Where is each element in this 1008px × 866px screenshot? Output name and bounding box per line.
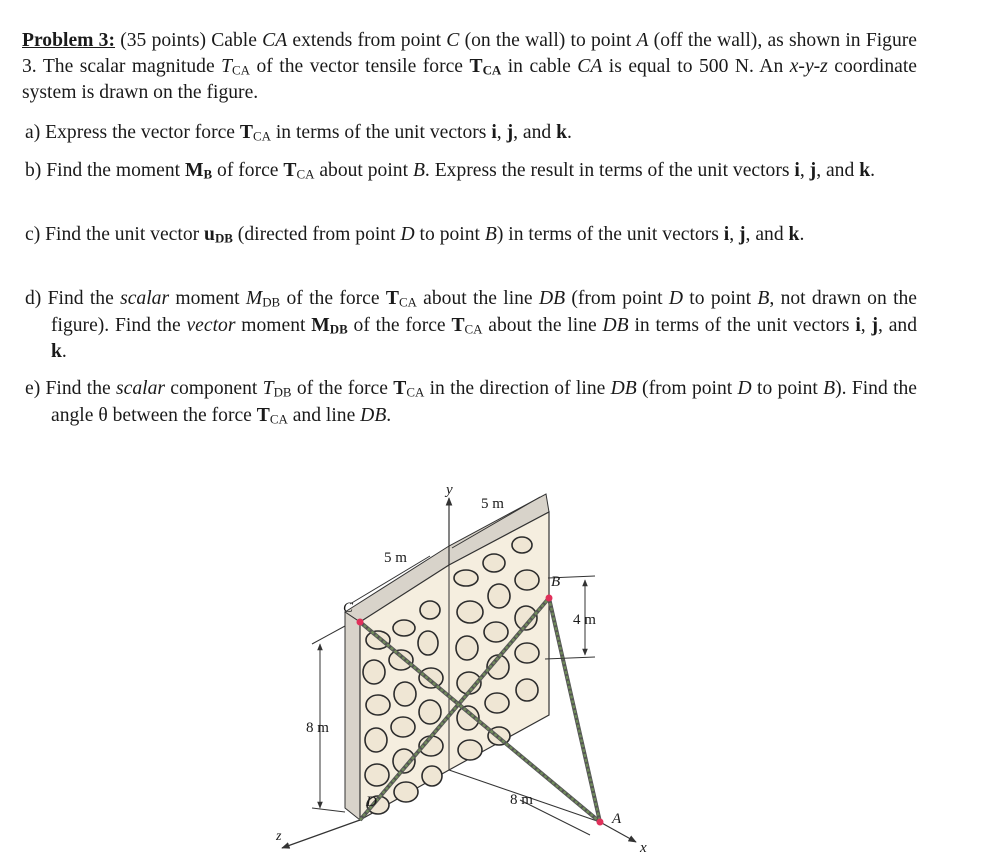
text: in the direction of line bbox=[424, 378, 611, 399]
text: and line bbox=[287, 404, 361, 426]
part-label: c) bbox=[25, 224, 41, 245]
text: to point bbox=[683, 288, 758, 309]
vector-u: u bbox=[204, 224, 215, 245]
part-label: e) bbox=[25, 378, 41, 399]
point-name: D bbox=[737, 378, 752, 399]
text: . bbox=[799, 224, 805, 245]
text: extends from point bbox=[287, 30, 447, 51]
subscript: CA bbox=[232, 62, 250, 78]
emphasis: scalar bbox=[116, 378, 165, 399]
text: to point bbox=[414, 224, 485, 245]
part-c bbox=[25, 222, 917, 249]
part-d bbox=[25, 286, 917, 366]
vector-T: T bbox=[385, 288, 399, 309]
part-label: a) bbox=[25, 122, 41, 143]
a-label: A bbox=[612, 811, 622, 827]
wall-side bbox=[345, 612, 360, 820]
text: . Express the result in terms of the unit vectors bbox=[424, 160, 795, 181]
point-b bbox=[546, 595, 553, 602]
emphasis: vector bbox=[186, 314, 236, 336]
subscript: DB bbox=[329, 320, 348, 336]
part-label: d) bbox=[25, 288, 42, 309]
vector-M: M bbox=[185, 160, 204, 181]
point-name: B bbox=[823, 378, 836, 399]
cable-name: CA bbox=[262, 30, 288, 51]
problem-statement bbox=[22, 28, 917, 106]
text: . bbox=[386, 404, 392, 426]
point-c bbox=[357, 619, 364, 626]
vector-T: T bbox=[393, 378, 407, 399]
unit-i: i bbox=[794, 160, 800, 181]
text: of the force bbox=[291, 378, 394, 399]
subscript: CA bbox=[398, 294, 417, 310]
text: Find the unit vector bbox=[40, 224, 205, 245]
subscript: CA bbox=[482, 62, 502, 78]
text: in terms of the unit vectors bbox=[270, 122, 492, 143]
unit-j: j bbox=[871, 314, 879, 336]
text: Find the moment bbox=[41, 160, 186, 181]
text: (directed from point bbox=[232, 224, 401, 245]
subscript: CA bbox=[252, 128, 271, 144]
dim-top-width: 5 m bbox=[384, 550, 407, 566]
text: , bbox=[860, 314, 872, 336]
coords-name: x-y-z bbox=[789, 56, 828, 77]
subscript: CA bbox=[464, 320, 483, 336]
subscript: CA bbox=[296, 166, 315, 182]
z-axis bbox=[282, 820, 360, 848]
text: , and bbox=[745, 224, 789, 245]
text: in terms of the unit vectors bbox=[628, 314, 856, 336]
symbol-M: M bbox=[245, 288, 263, 309]
text: coordinate system is drawn on the figure. bbox=[22, 56, 917, 103]
point-name: B bbox=[412, 160, 425, 181]
text: , bbox=[729, 224, 740, 245]
figure-3 bbox=[250, 462, 670, 862]
text: to point bbox=[751, 378, 824, 399]
z-label: z bbox=[276, 829, 282, 844]
unit-i: i bbox=[723, 224, 730, 245]
text: about the line bbox=[416, 288, 539, 309]
unit-k: k bbox=[51, 341, 62, 362]
subscript: CA bbox=[406, 384, 425, 400]
text: , bbox=[496, 122, 507, 143]
dim-top-depth: 5 m bbox=[481, 496, 504, 512]
unit-k: k bbox=[788, 224, 800, 245]
point-name: B bbox=[484, 224, 497, 245]
cable-name: CA bbox=[577, 56, 603, 77]
unit-j: j bbox=[739, 224, 746, 245]
text: , and bbox=[816, 160, 860, 181]
text: Express the vector force bbox=[40, 122, 240, 143]
point-name: D bbox=[668, 288, 683, 309]
vector-T: T bbox=[239, 122, 253, 143]
text: moment bbox=[169, 288, 246, 309]
dim-height: 8 m bbox=[306, 720, 329, 736]
emphasis: scalar bbox=[120, 288, 170, 309]
x-label: x bbox=[640, 840, 647, 856]
vector-T: T bbox=[451, 314, 465, 336]
subscript: DB bbox=[214, 230, 233, 246]
text: , and bbox=[878, 314, 918, 336]
vector-T: T bbox=[256, 404, 270, 426]
text: (from point bbox=[636, 378, 738, 399]
dim-x-dist: 8 m bbox=[510, 792, 533, 808]
text: Find the bbox=[40, 378, 117, 399]
text: of the force bbox=[280, 288, 386, 309]
text: Find the bbox=[41, 288, 121, 309]
unit-j: j bbox=[809, 160, 817, 181]
part-e bbox=[25, 376, 917, 429]
text: . bbox=[567, 122, 572, 143]
problem-points: (35 points) bbox=[120, 30, 206, 51]
text: (from point bbox=[565, 288, 669, 309]
part-b bbox=[25, 158, 917, 185]
unit-i: i bbox=[855, 314, 861, 336]
text: of force bbox=[212, 160, 284, 181]
part-label: b) bbox=[25, 160, 42, 181]
symbol-T: T bbox=[262, 378, 274, 399]
point-name: C bbox=[446, 30, 460, 51]
unit-k: k bbox=[859, 160, 871, 181]
text: . bbox=[870, 160, 875, 181]
vector-M: M bbox=[311, 314, 330, 336]
part-a bbox=[25, 120, 917, 147]
text: moment bbox=[235, 314, 312, 336]
text: component bbox=[165, 378, 263, 399]
line-name: DB bbox=[602, 314, 629, 336]
symbol-T: T bbox=[221, 56, 233, 77]
text: , not drawn on the figure). Find the bbox=[51, 288, 918, 336]
point-a bbox=[597, 819, 604, 826]
text: . bbox=[61, 341, 67, 362]
point-name: D bbox=[400, 224, 415, 245]
text: about point bbox=[314, 160, 413, 181]
text: ) in terms of the unit vectors bbox=[496, 224, 724, 245]
vector-T: T bbox=[283, 160, 297, 181]
text: of the vector tensile force bbox=[249, 56, 470, 77]
unit-k: k bbox=[556, 122, 568, 143]
y-label: y bbox=[446, 482, 453, 498]
subscript: CA bbox=[269, 410, 288, 426]
text: of the force bbox=[347, 314, 452, 336]
point-name: B bbox=[757, 288, 770, 309]
subscript: DB bbox=[262, 294, 281, 310]
text: , bbox=[799, 160, 810, 181]
c-label: C bbox=[343, 600, 354, 616]
vector-T: T bbox=[469, 56, 483, 77]
text: in cable bbox=[501, 56, 578, 77]
d-label: D bbox=[366, 794, 377, 810]
text: ). Find the angle θ between the force bbox=[51, 378, 918, 426]
line-name: DB bbox=[360, 404, 387, 426]
subscript: DB bbox=[273, 384, 292, 400]
text: , and bbox=[513, 122, 557, 143]
text: (on the wall) to point bbox=[459, 30, 637, 51]
point-name: A bbox=[636, 30, 649, 51]
unit-i: i bbox=[491, 122, 497, 143]
line-name: DB bbox=[538, 288, 566, 309]
text: Cable bbox=[206, 30, 263, 51]
unit-j: j bbox=[506, 122, 514, 143]
problem-title: Problem 3: bbox=[22, 30, 116, 51]
line-name: DB bbox=[610, 378, 637, 399]
b-label: B bbox=[551, 574, 561, 590]
text: is equal to 500 N. An bbox=[602, 56, 790, 77]
dim-b-height: 4 m bbox=[573, 612, 596, 628]
text: (off the wall), as shown in Figure 3. The scalar magnitude bbox=[22, 30, 917, 77]
text: about the line bbox=[482, 314, 603, 336]
subscript: B bbox=[203, 166, 213, 182]
